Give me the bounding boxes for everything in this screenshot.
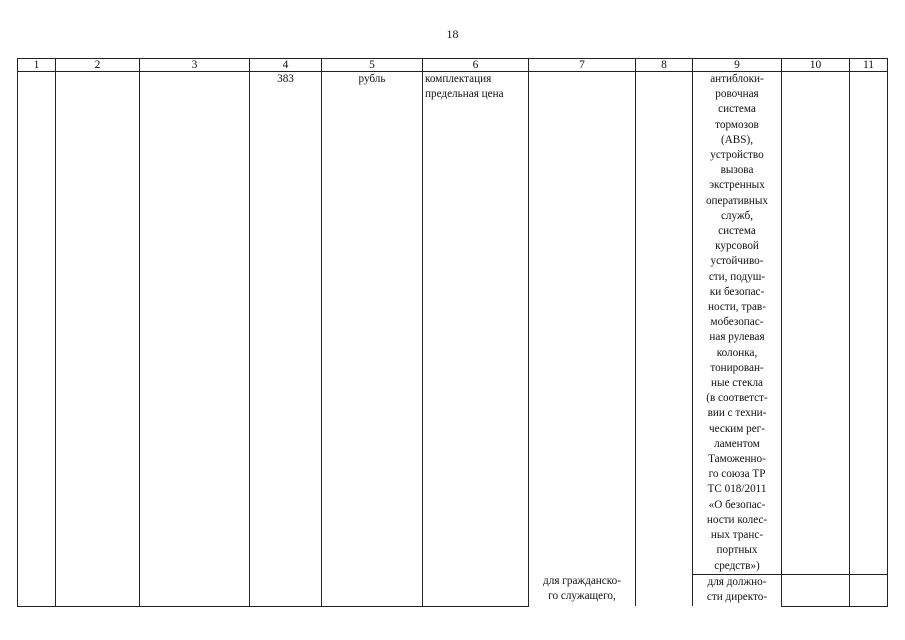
column-number-9: 9 (693, 59, 782, 72)
column-number-6: 6 (423, 59, 529, 72)
column-number-7: 7 (529, 59, 636, 72)
column-number-2: 2 (56, 59, 140, 72)
cell-col7 (529, 72, 636, 575)
cell-col4: 383 (250, 72, 322, 607)
cell-col5: рубль (322, 72, 423, 607)
column-number-3: 3 (140, 59, 250, 72)
cell-col6: комплектация предельная цена (423, 72, 529, 607)
column-number-11: 11 (850, 59, 888, 72)
data-table (17, 58, 888, 607)
cell-col10 (782, 72, 850, 575)
column-number-8: 8 (636, 59, 693, 72)
column-number-1: 1 (18, 59, 56, 72)
column-number-5: 5 (322, 59, 423, 72)
page-number: 18 (446, 27, 459, 41)
cell-col9: антиблоки- ровочная система тормозов (ABS), устройство вызова экстренных оперативных служб, система курсовой устойчиво- сти, подуш- ки безопас- ности, трав- мобезопас- ная рулевая колонка, тонирован- ные стекла (в соответст- вии с техни- ческим рег- ламентом Таможенно- го союза ТР ТС 018/2011 «О безопас- ности колес- ных транс- портных средств») (693, 72, 782, 575)
subcell-col8 (636, 574, 693, 606)
column-number-10: 10 (782, 59, 850, 72)
subcell-col10 (782, 574, 850, 606)
cell-col2 (56, 72, 140, 607)
column-number-row (18, 59, 888, 72)
table-row (18, 72, 888, 575)
subcell-col7: для гражданско- го служащего, (529, 574, 636, 606)
cell-col8 (636, 72, 693, 575)
cell-col11 (850, 72, 888, 575)
cell-col3 (140, 72, 250, 607)
cell-col1 (18, 72, 56, 607)
subcell-col11 (850, 574, 888, 606)
subcell-col9: для должно- сти директо- (693, 574, 782, 606)
column-number-4: 4 (250, 59, 322, 72)
